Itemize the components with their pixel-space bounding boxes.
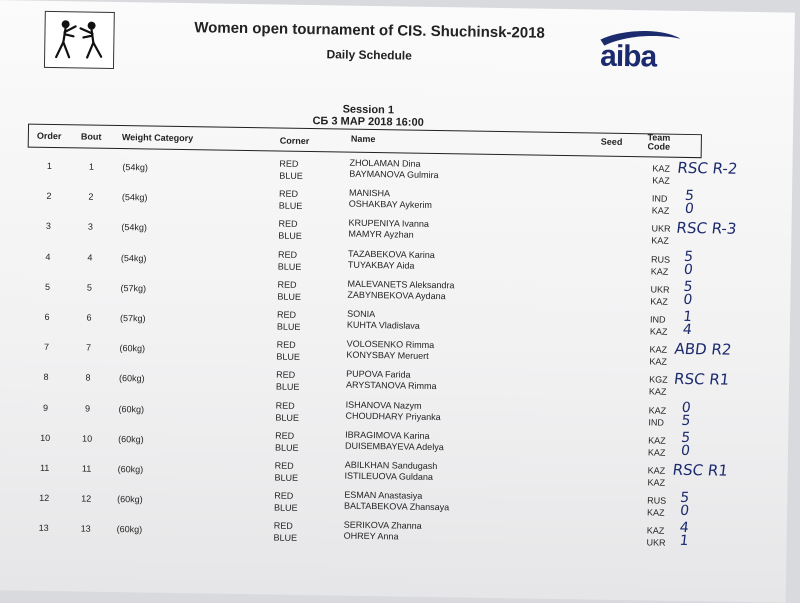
red-boxer-name: IBRAGIMOVA Karina — [345, 429, 430, 441]
handwritten-red-score: 5 — [682, 278, 694, 295]
order-cell: 13 — [38, 523, 49, 534]
red-corner-label: RED — [278, 218, 298, 230]
red-boxer-name: MANISHA — [348, 187, 391, 199]
col-order: Order — [36, 130, 62, 142]
blue-corner-label: BLUE — [274, 472, 299, 483]
red-corner-label: RED — [274, 490, 294, 502]
bout-cell: 11 — [81, 463, 92, 474]
blue-corner-label: BLUE — [278, 230, 302, 242]
handwritten-blue-score: 0 — [682, 291, 694, 308]
red-team-code: KAZ — [648, 404, 667, 416]
red-team-code: IND — [651, 193, 668, 204]
red-team-code: UKR — [651, 223, 671, 235]
handwritten-result: RSC R-2 — [676, 158, 739, 178]
red-boxer-name: KRUPENIYA Ivanna — [348, 218, 429, 230]
col-weight: Weight Category — [121, 132, 194, 144]
blue-boxer-name: ZABYNBEKOVA Aydana — [347, 289, 446, 301]
session-date: СБ 3 МАР 2018 16:00 — [312, 115, 424, 129]
blue-boxer-name: ISTILEUOVA Guldana — [344, 470, 434, 483]
weight-cell: (57kg) — [120, 282, 147, 294]
red-team-code: KAZ — [652, 163, 671, 174]
weight-cell: (54kg) — [122, 162, 148, 173]
handwritten-blue-score: 0 — [679, 503, 690, 520]
bout-cell: 2 — [88, 191, 94, 202]
blue-corner-label: BLUE — [274, 442, 299, 453]
boxing-logo — [44, 11, 115, 69]
handwritten-result: RSC R1 — [673, 370, 731, 390]
red-team-code: KGZ — [649, 374, 668, 386]
red-corner-label: RED — [277, 279, 297, 290]
blue-team-code: KAZ — [652, 175, 670, 186]
weight-cell: (60kg) — [117, 494, 143, 505]
red-corner-label: RED — [275, 430, 295, 441]
weight-cell: (60kg) — [116, 524, 143, 535]
col-name: Name — [350, 133, 376, 145]
blue-corner-label: BLUE — [278, 200, 303, 212]
red-team-code: KAZ — [649, 344, 668, 355]
handwritten-blue-score: 1 — [678, 533, 690, 550]
col-team-code: Team Code — [647, 132, 671, 152]
aiba-logo-text: aiba — [599, 39, 657, 74]
blue-corner-label: BLUE — [276, 351, 301, 363]
blue-boxer-name: OHREY Anna — [343, 531, 399, 542]
red-boxer-name: PUPOVA Farida — [346, 369, 411, 381]
handwritten-blue-score: 5 — [680, 412, 692, 429]
blue-corner-label: BLUE — [273, 502, 298, 514]
blue-team-code: KAZ — [650, 266, 669, 277]
blue-team-code: KAZ — [646, 507, 665, 518]
handwritten-result: RSC R-3 — [675, 219, 738, 239]
blue-team-code: KAZ — [650, 296, 668, 307]
session-name: Session 1 — [342, 103, 395, 117]
blue-corner-label: BLUE — [277, 291, 301, 302]
handwritten-red-score: 5 — [683, 248, 694, 265]
blue-corner-label: BLUE — [279, 170, 303, 181]
bout-cell: 1 — [88, 161, 94, 172]
table-header — [28, 124, 702, 159]
blue-corner-label: BLUE — [277, 261, 302, 272]
red-corner-label: RED — [279, 158, 299, 169]
aiba-logo — [594, 26, 685, 77]
col-seed: Seed — [600, 136, 623, 147]
bout-cell: 6 — [86, 312, 92, 323]
blue-boxer-name: BAYMANOVA Gulmira — [349, 168, 439, 181]
handwritten-red-score: 4 — [678, 520, 690, 537]
document-title: Women open tournament of CIS. Shuchinsk-2018 — [194, 19, 545, 42]
bout-cell: 4 — [87, 252, 93, 263]
col-bout: Bout — [80, 131, 102, 142]
red-boxer-name: SERIKOVA Zhanna — [343, 520, 422, 532]
order-cell: 6 — [44, 311, 50, 322]
red-corner-label: RED — [277, 309, 297, 320]
red-corner-label: RED — [277, 249, 298, 260]
bout-cell: 10 — [82, 433, 93, 444]
order-cell: 5 — [44, 281, 51, 292]
boxers-icon — [45, 12, 114, 68]
red-team-code: RUS — [647, 495, 667, 506]
handwritten-blue-score: 4 — [681, 321, 693, 339]
bout-cell: 3 — [87, 221, 94, 233]
blue-team-code: KAZ — [651, 235, 669, 247]
handwritten-red-score: 5 — [680, 429, 692, 446]
red-team-code: IND — [649, 314, 666, 325]
weight-cell: (60kg) — [118, 403, 145, 415]
red-boxer-name: MALEVANETS Aleksandra — [347, 278, 455, 291]
order-cell: 1 — [46, 160, 52, 171]
weight-cell: (60kg) — [117, 464, 144, 475]
blue-team-code: UKR — [646, 537, 666, 549]
red-boxer-name: ABILKHAN Sandugash — [344, 459, 438, 472]
order-cell: 3 — [45, 221, 52, 232]
blue-boxer-name: KUHTA Vladislava — [346, 319, 420, 331]
red-team-code: KAZ — [648, 435, 666, 446]
weight-cell: (54kg) — [120, 252, 147, 264]
weight-cell: (57kg) — [119, 313, 146, 324]
document-subtitle: Daily Schedule — [326, 47, 412, 63]
red-team-code: KAZ — [646, 525, 665, 537]
red-boxer-name: ZHOLAMAN Dina — [349, 157, 421, 169]
weight-cell: (60kg) — [118, 433, 144, 445]
weight-cell: (54kg) — [121, 192, 148, 203]
blue-corner-label: BLUE — [273, 532, 298, 544]
handwritten-result: ABD R2 — [673, 339, 733, 359]
red-boxer-name: SONIA — [347, 308, 376, 320]
weight-cell: (54kg) — [121, 222, 148, 233]
bout-cell: 13 — [80, 523, 91, 535]
order-cell: 12 — [39, 493, 50, 504]
order-cell: 7 — [43, 342, 50, 353]
red-corner-label: RED — [278, 188, 299, 200]
red-boxer-name: ISHANOVA Nazym — [345, 399, 422, 411]
blue-boxer-name: OSHAKBAY Aykerim — [348, 198, 432, 211]
blue-team-code: KAZ — [651, 205, 670, 216]
blue-team-code: KAZ — [648, 386, 667, 398]
blue-boxer-name: TUYAKBAY Aida — [347, 259, 415, 271]
order-cell: 4 — [45, 251, 51, 262]
weight-cell: (60kg) — [118, 373, 145, 384]
red-corner-label: RED — [275, 400, 295, 411]
red-corner-label: RED — [273, 520, 293, 532]
order-cell: 10 — [40, 432, 51, 443]
col-corner: Corner — [279, 135, 310, 147]
bout-cell: 8 — [85, 372, 91, 384]
handwritten-blue-score: 0 — [682, 261, 694, 278]
blue-boxer-name: DUISEMBAYEVA Adelya — [344, 440, 444, 452]
red-boxer-name: ESMAN Anastasiya — [344, 489, 423, 502]
handwritten-red-score: 1 — [682, 308, 693, 326]
blue-corner-label: BLUE — [275, 381, 300, 393]
order-cell: 9 — [43, 402, 49, 413]
blue-team-code: KAZ — [647, 447, 666, 458]
blue-team-code: KAZ — [649, 326, 668, 337]
blue-boxer-name: ARYSTANOVA Rimma — [345, 380, 437, 392]
blue-corner-label: BLUE — [275, 412, 300, 423]
blue-team-code: KAZ — [649, 356, 667, 367]
blue-boxer-name: KONYSBAY Meruert — [346, 349, 429, 362]
red-corner-label: RED — [274, 460, 294, 471]
bout-cell: 5 — [86, 282, 93, 293]
order-cell: 8 — [43, 372, 49, 383]
handwritten-blue-score: 0 — [683, 201, 695, 218]
order-cell: 11 — [39, 462, 50, 473]
handwritten-red-score: 0 — [680, 399, 692, 416]
blue-corner-label: BLUE — [276, 321, 301, 332]
blue-team-code: IND — [648, 416, 665, 428]
red-team-code: KAZ — [647, 465, 666, 476]
red-team-code: UKR — [650, 284, 670, 295]
handwritten-red-score: 5 — [679, 490, 691, 507]
blue-boxer-name: BALTABEKOVA Zhansaya — [344, 500, 450, 513]
red-boxer-name: TAZABEKOVA Karina — [347, 248, 435, 260]
red-team-code: RUS — [650, 254, 671, 265]
red-corner-label: RED — [276, 339, 296, 351]
weight-cell: (60kg) — [119, 343, 146, 354]
blue-boxer-name: MAMYR Ayzhan — [348, 229, 414, 241]
handwritten-result: RSC R1 — [671, 460, 729, 480]
bout-cell: 12 — [81, 493, 92, 504]
order-cell: 2 — [46, 191, 52, 202]
handwritten-red-score: 5 — [684, 188, 695, 205]
blue-boxer-name: CHOUDHARY Priyanka — [345, 410, 441, 422]
handwritten-blue-score: 0 — [680, 442, 691, 459]
bout-cell: 7 — [85, 342, 92, 353]
red-corner-label: RED — [276, 369, 296, 381]
bout-cell: 9 — [85, 403, 91, 414]
blue-team-code: KAZ — [647, 477, 666, 488]
red-boxer-name: VOLOSENKO Rimma — [346, 338, 435, 351]
